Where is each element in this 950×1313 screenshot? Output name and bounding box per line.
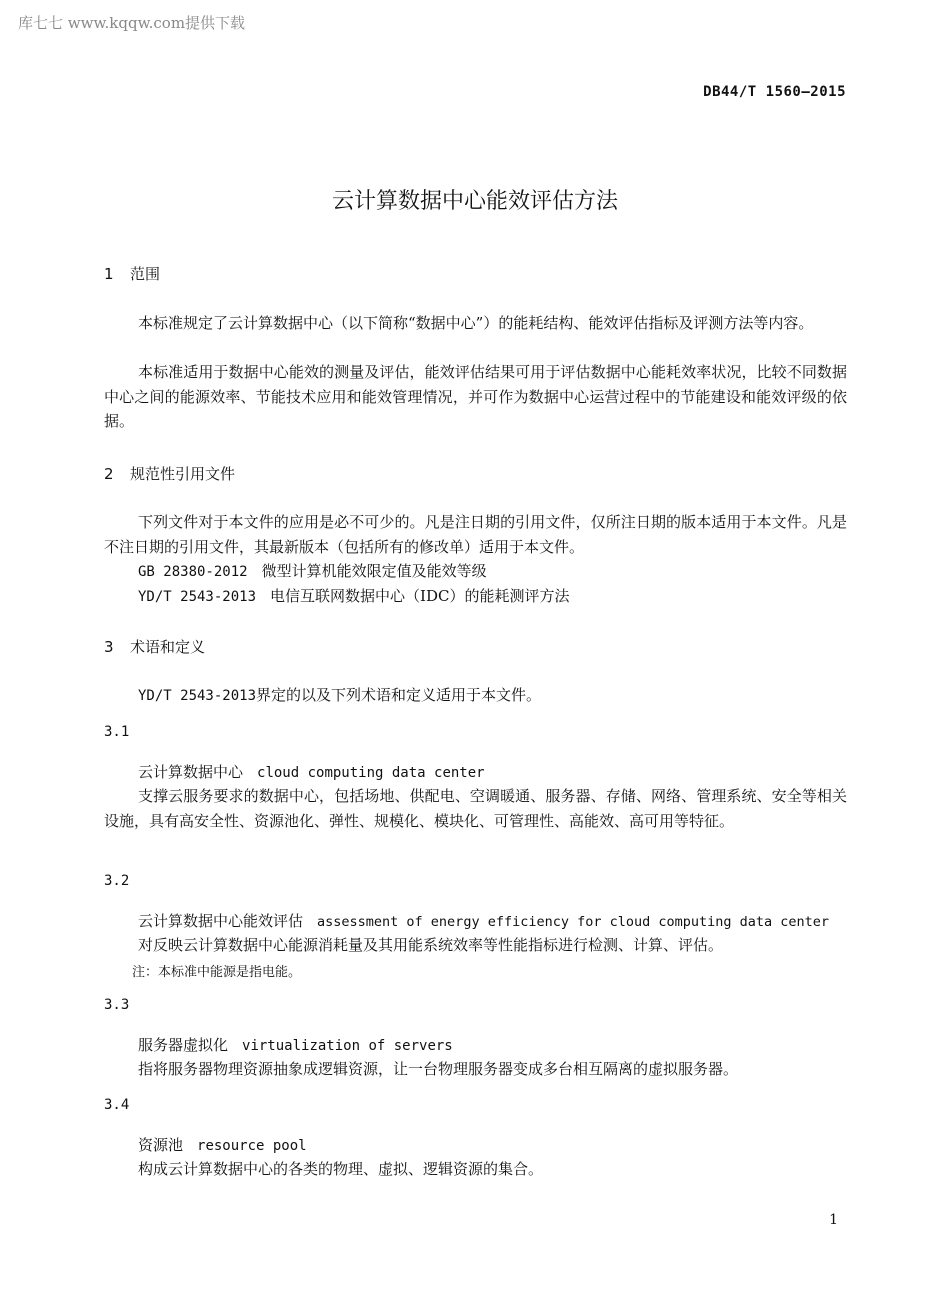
term-name-en: resource pool bbox=[197, 1138, 307, 1154]
term-definition: 指将服务器物理资源抽象成逻辑资源，让一台物理服务器变成多台相互隔离的虚拟服务器。 bbox=[138, 1060, 739, 1078]
section-title: 规范性引用文件 bbox=[130, 465, 236, 483]
term-number: 3.1 bbox=[104, 724, 130, 740]
term-name-en: virtualization of servers bbox=[242, 1038, 453, 1054]
terms-intro bbox=[138, 684, 541, 705]
term-name-zh: 资源池 bbox=[138, 1136, 184, 1154]
document-title: 云计算数据中心能效评估方法 bbox=[331, 189, 618, 214]
term-name bbox=[138, 1134, 307, 1155]
reference-name: 微型计算机能效限定值及能效等级 bbox=[261, 562, 487, 580]
page-number: 1 bbox=[829, 1212, 838, 1228]
term-name bbox=[138, 910, 829, 931]
term-number: 3.4 bbox=[104, 1097, 130, 1113]
term-definition: 对反映云计算数据中心能源消耗量及其用能系统效率等性能指标进行检测、计算、评估。 bbox=[138, 936, 724, 954]
section-number: 2 bbox=[104, 465, 114, 483]
term-number: 3.2 bbox=[104, 873, 130, 889]
term-name-zh: 服务器虚拟化 bbox=[138, 1036, 229, 1054]
paragraph: 本标准规定了云计算数据中心（以下简称“数据中心”）的能耗结构、能效评估指标及评测方法等内容。 bbox=[138, 314, 814, 332]
reference-code: YD/T 2543-2013 bbox=[138, 589, 257, 605]
term-name-zh: 云计算数据中心 bbox=[138, 763, 244, 781]
section-title: 范围 bbox=[130, 265, 161, 283]
reference-code: GB 28380-2012 bbox=[138, 564, 248, 580]
term-note: 注：本标准中能源是指电能。 bbox=[132, 965, 302, 980]
term-definition: 支撑云服务要求的数据中心，包括场地、供配电、空调暖通、服务器、存储、网络、管理系统、安全等相关设施，具有高安全性、资源池化、弹性、规模化、模块化、可管理性、高能效、高可用等特征。 bbox=[104, 787, 847, 830]
section-title: 术语和定义 bbox=[130, 638, 206, 656]
section-heading-terms-definitions bbox=[104, 636, 205, 657]
intro-reference-code: YD/T 2543-2013 bbox=[138, 688, 257, 704]
term-name bbox=[138, 1034, 453, 1055]
section-heading-scope bbox=[104, 263, 160, 284]
term-name-en: cloud computing data center bbox=[257, 765, 485, 781]
intro-text: 界定的以及下列术语和定义适用于本文件。 bbox=[256, 686, 542, 704]
section-number: 3 bbox=[104, 638, 114, 656]
watermark-text: 库七七 www.kqqw.com提供下载 bbox=[18, 14, 246, 32]
term-name-en: assessment of energy efficiency for cloud computing data center bbox=[317, 914, 830, 930]
reference-item bbox=[138, 585, 569, 606]
paragraph: 下列文件对于本文件的应用是必不可少的。凡是注日期的引用文件，仅所注日期的版本适用于本文件。凡是不注日期的引用文件，其最新版本（包括所有的修改单）适用于本文件。 bbox=[104, 513, 847, 556]
term-name-zh: 云计算数据中心能效评估 bbox=[138, 912, 304, 930]
reference-name: 电信互联网数据中心（IDC）的能耗测评方法 bbox=[270, 587, 570, 605]
paragraph: 本标准适用于数据中心能效的测量及评估，能效评估结果可用于评估数据中心能耗效率状况，比较不同数据中心之间的能源效率、节能技术应用和能效管理情况，并可作为数据中心运营过程中的节能建设和能效评级的依据。 bbox=[104, 363, 847, 430]
term-definition: 构成云计算数据中心的各类的物理、虚拟、逻辑资源的集合。 bbox=[138, 1160, 544, 1178]
section-number: 1 bbox=[104, 265, 114, 283]
section-heading-normative-references bbox=[104, 463, 235, 484]
term-number: 3.3 bbox=[104, 997, 130, 1013]
standard-code: DB44/T 1560—2015 bbox=[703, 84, 846, 100]
term-name bbox=[138, 761, 485, 782]
reference-item bbox=[138, 560, 487, 581]
